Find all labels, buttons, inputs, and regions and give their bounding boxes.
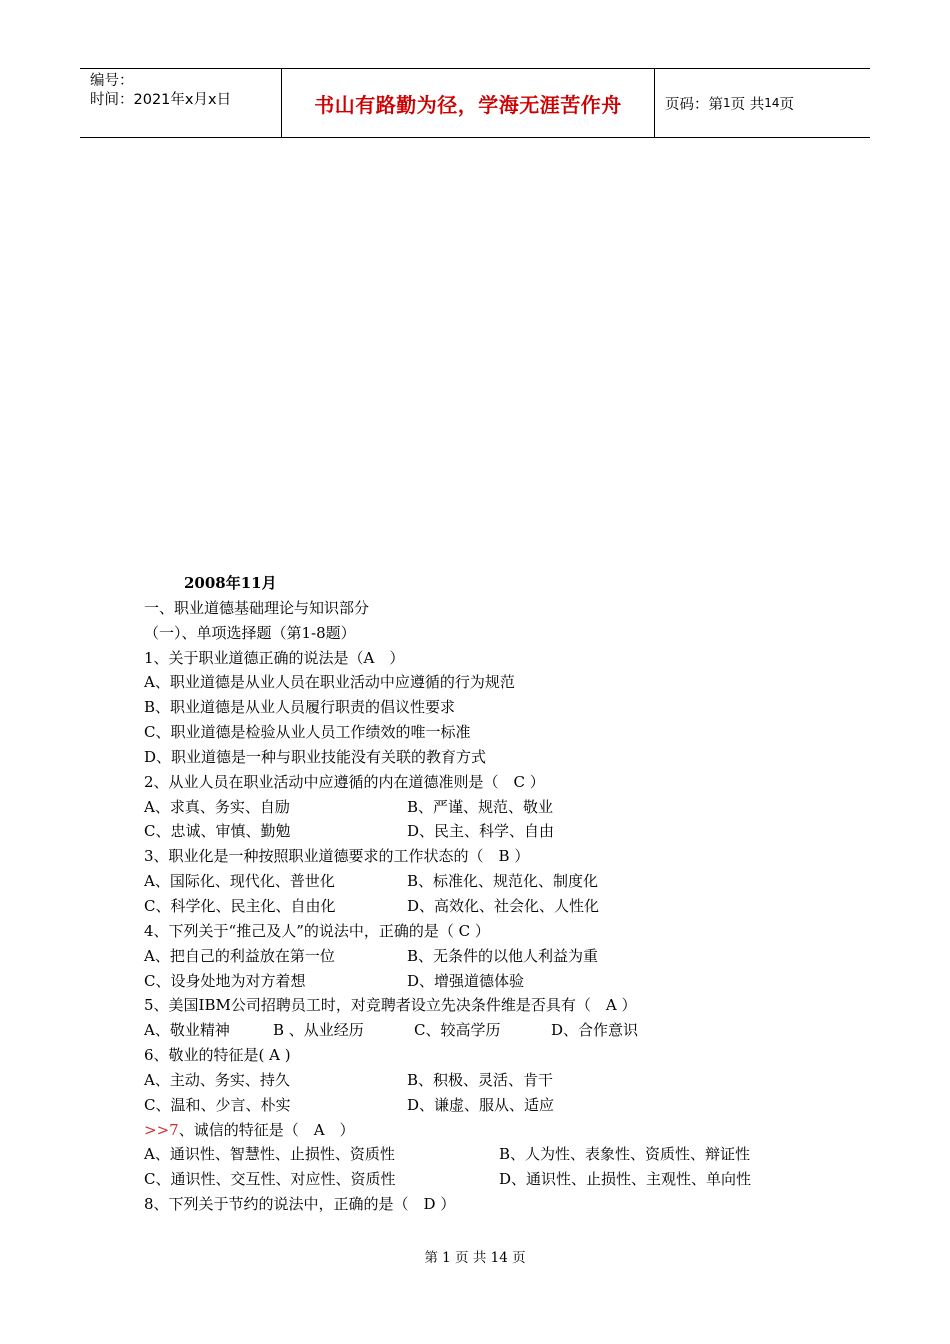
question-4: 4、下列关于“推己及人”的说法中，正确的是（ C ） [144,921,490,940]
q5-options [144,1018,844,1043]
question-7 [144,1118,844,1143]
question-2: 2、从业人员在职业活动中应遵循的内在道德准则是（ C ） [144,772,545,791]
q7-options-cd [144,1167,844,1192]
number-label: 编号： [90,73,134,89]
question-6: 6、敬业的特征是( A ) [144,1046,291,1065]
header-motto: 书山有路勤为径，学海无涯苦作舟 [282,69,655,137]
page-suffix: 页 [779,96,795,113]
question-5: 5、美国IBM公司招聘员工时，对竞聘者设立先决条件维是否具有（ A ） [144,996,637,1015]
header-page-info [655,69,870,137]
q3-option-d: D、高效化、社会化、人性化 [407,896,600,915]
q2-options-ab [144,795,844,820]
q5-option-a: A、敬业精神 [144,1021,230,1040]
q7-highlight-marker: >>7 [144,1120,179,1139]
page-header [80,68,870,138]
section-title: 一、职业道德基础理论与知识部分 [144,598,370,617]
q7-option-a: A、通识性、智慧性、止损性、资质性 [144,1145,395,1164]
q2-option-c: C、忠诚、审慎、勤勉 [144,822,291,841]
q3-option-c: C、科学化、民主化、自由化 [144,896,336,915]
q6-options-cd [144,1093,844,1118]
q4-options-cd [144,969,844,994]
q6-option-c: C、温和、少言、朴实 [144,1095,291,1114]
q4-option-a: A、把自己的利益放在第一位 [144,946,335,965]
document-body [144,571,844,1217]
page-mid: 页 共 [730,96,765,113]
q1-option-d: D、职业道德是一种与职业技能没有关联的教育方式 [144,747,487,766]
q5-option-d: D、合作意识 [551,1021,639,1040]
q4-options-ab [144,944,844,969]
question-3: 3、职业化是一种按照职业道德要求的工作状态的（ B ） [144,847,530,866]
q3-options-ab [144,869,844,894]
time-label: 时间：2021年x月x日 [90,92,232,108]
q4-option-c: C、设身处地为对方着想 [144,971,306,990]
q7-text: 、诚信的特征是（ A ） [178,1120,355,1139]
q7-option-c: C、通识性、交互性、对应性、资质性 [144,1170,396,1189]
header-meta [80,69,282,137]
question-1: 1、关于职业道德正确的说法是（A ） [144,648,405,667]
q6-option-a: A、主动、务实、持久 [144,1070,290,1089]
question-8: 8、下列关于节约的说法中，正确的是（ D ） [144,1195,456,1214]
page-footer: 第 1 页 共 14 页 [424,1250,526,1266]
q2-option-b: B、严谨、规范、敬业 [407,797,554,816]
q3-option-a: A、国际化、现代化、普世化 [144,872,335,891]
q3-options-cd [144,894,844,919]
q6-option-b: B、积极、灵活、肯干 [407,1070,554,1089]
page-current: 1 [723,96,731,110]
q4-option-b: B、无条件的以他人利益为重 [407,946,599,965]
q6-options-ab [144,1068,844,1093]
q1-option-a: A、职业道德是从业人员在职业活动中应遵循的行为规范 [144,673,515,692]
q4-option-d: D、增强道德体验 [407,971,525,990]
q2-option-a: A、求真、务实、自励 [144,797,290,816]
q5-option-c: C、较高学历 [414,1021,501,1040]
q1-option-c: C、职业道德是检验从业人员工作绩效的唯一标准 [144,723,471,742]
q7-option-d: D、通识性、止损性、主观性、单向性 [499,1170,752,1189]
page-total: 14 [764,96,780,110]
q7-option-b: B、人为性、表象性、资质性、辩证性 [499,1145,751,1164]
subsection-title: （一）、单项选择题（第1-8题） [144,623,356,642]
q2-options-cd [144,819,844,844]
q1-option-b: B、职业道德是从业人员履行职责的倡议性要求 [144,698,456,717]
q2-option-d: D、民主、科学、自由 [407,822,555,841]
q5-option-b: B 、从业经历 [273,1021,364,1040]
page-prefix: 页码：第 [665,96,723,113]
q6-option-d: D、谦虚、服从、适应 [407,1095,555,1114]
q7-options-ab [144,1142,844,1167]
doc-date: 2008年11月 [184,574,277,592]
q3-option-b: B、标准化、规范化、制度化 [407,872,599,891]
